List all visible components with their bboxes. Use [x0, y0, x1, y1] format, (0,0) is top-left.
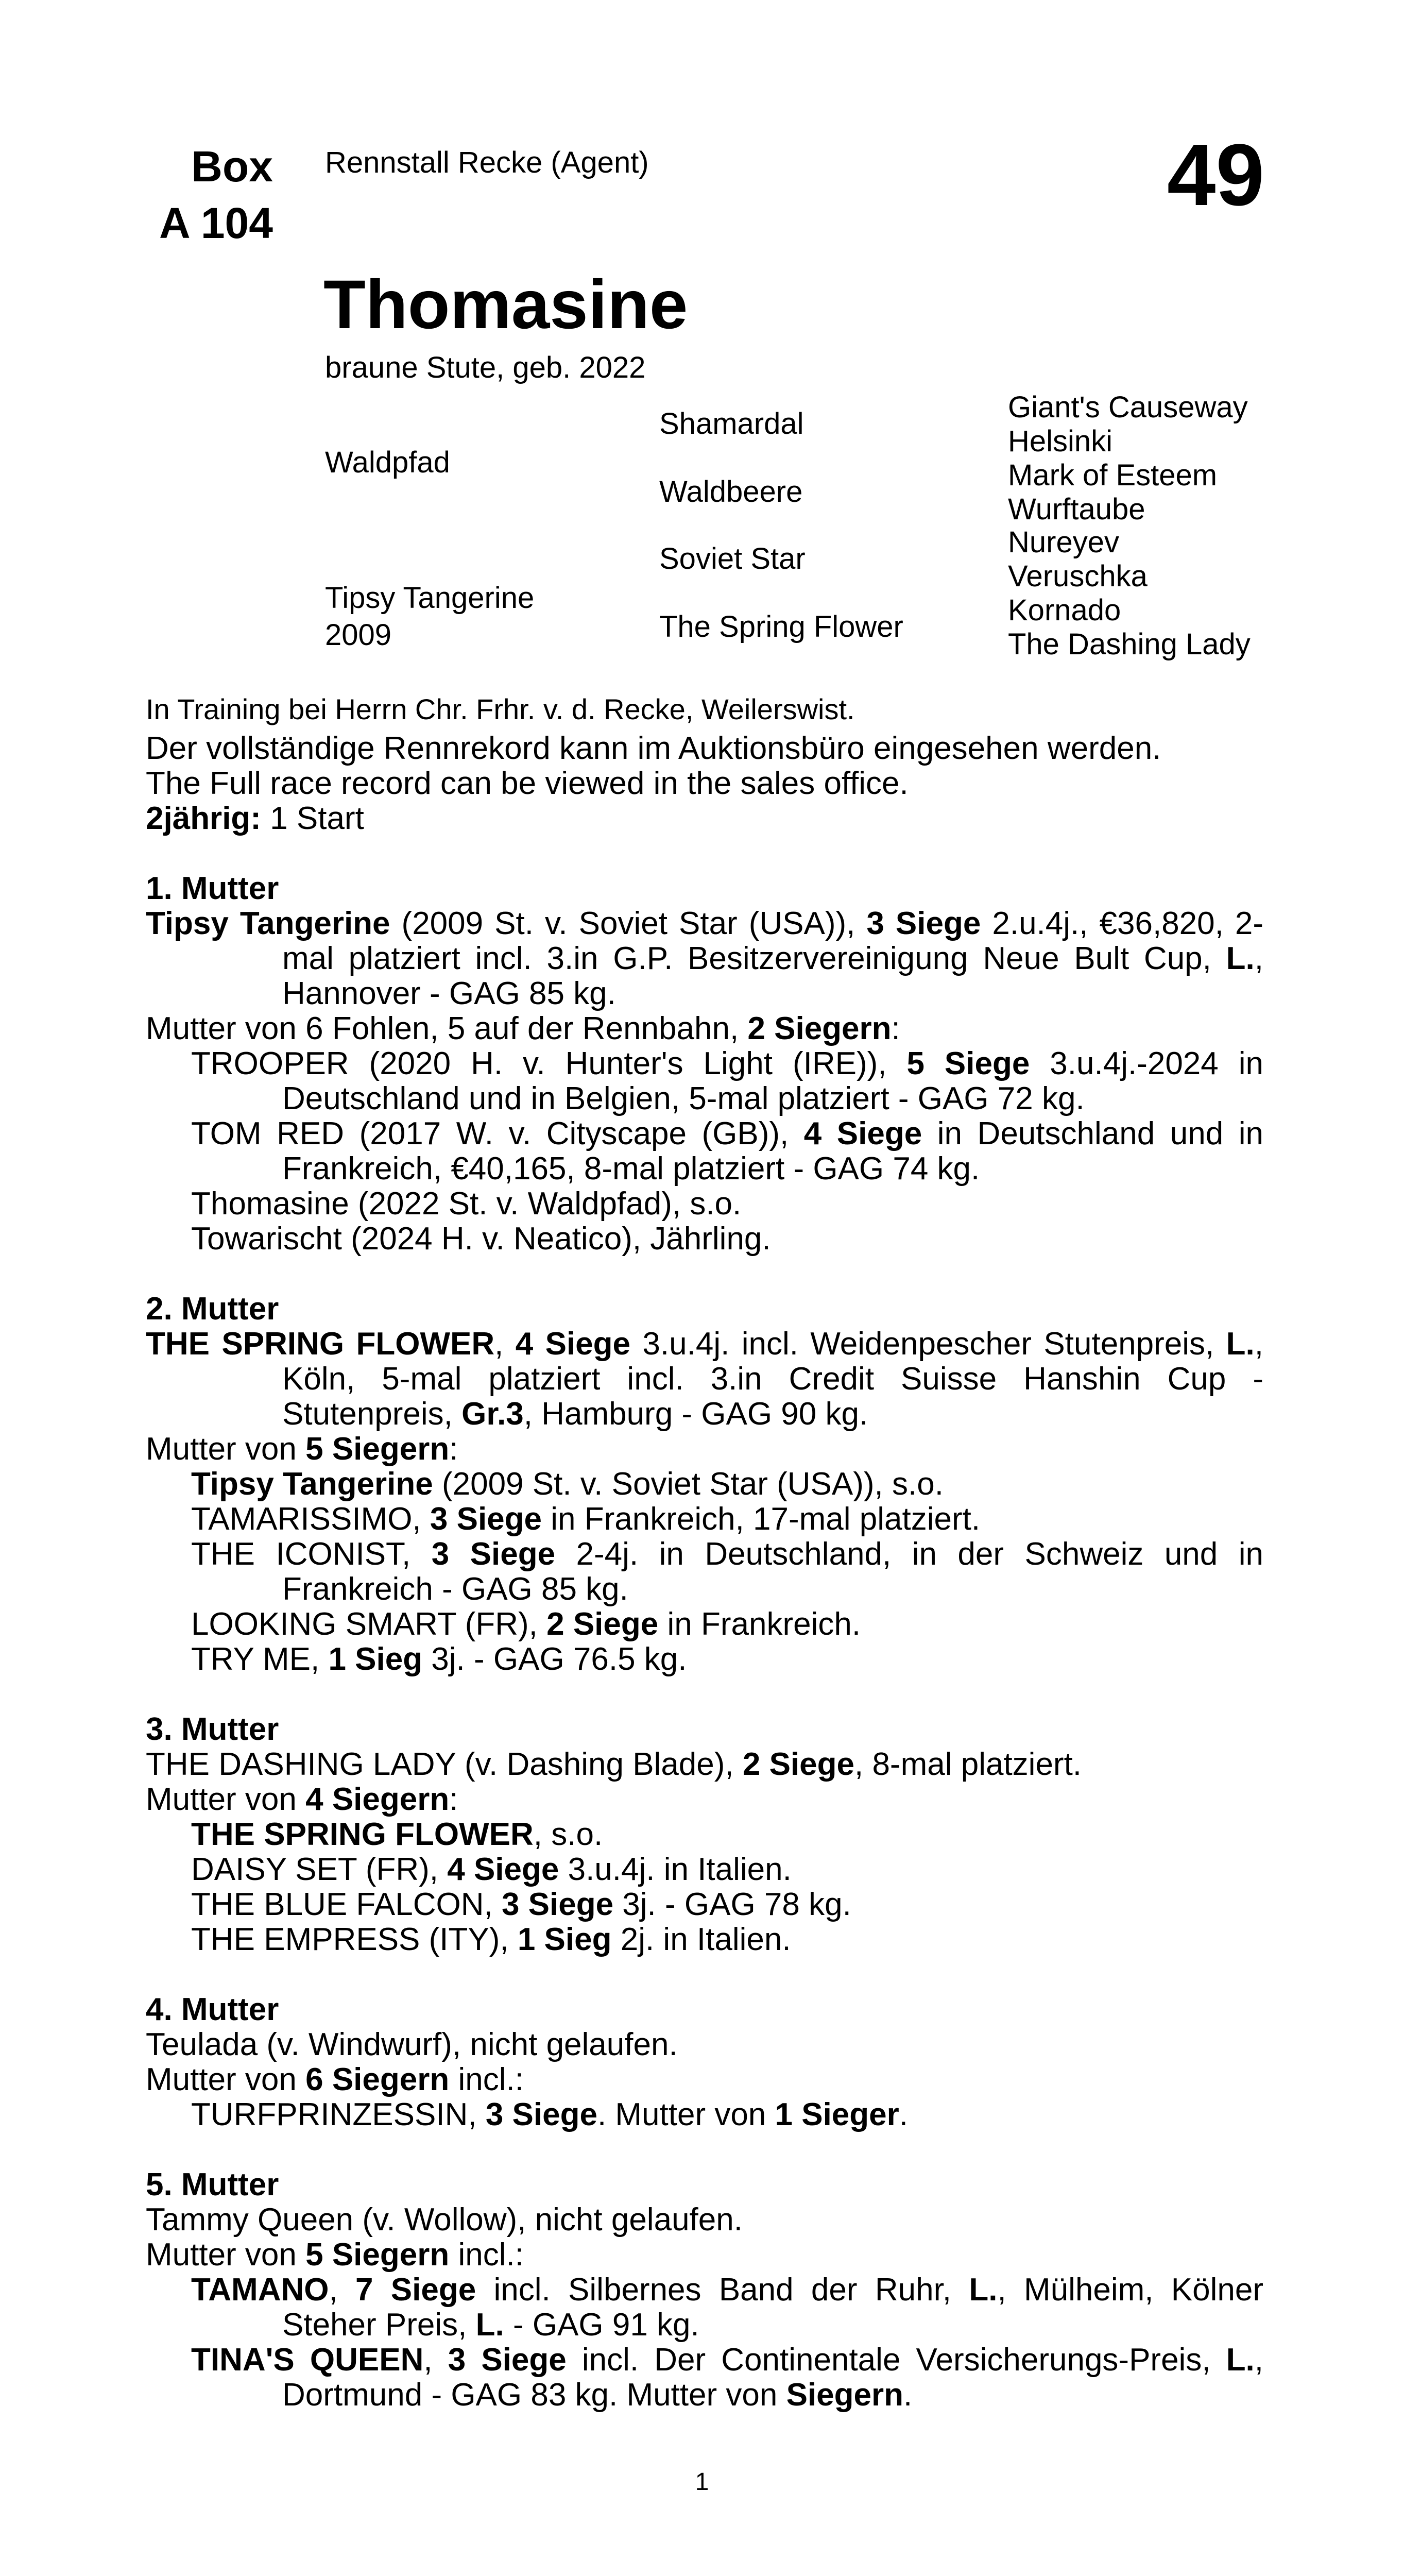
text-span: THE EMPRESS (ITY),: [191, 1922, 518, 1957]
pedigree-sire-dam: Waldbeere: [659, 475, 803, 509]
pedigree-sire: Waldpfad: [325, 446, 450, 479]
offspring-row: [146, 1852, 1263, 1887]
second-dam-record: [146, 1327, 1263, 1432]
offspring-row: Thomasine (2022 St. v. Waldpfad), s.o.: [191, 1186, 742, 1222]
text-span: 2-4j. in Deutschland, in der Schweiz und in Frankreich - GAG 85 kg.: [282, 1536, 1263, 1607]
lot-number: 49: [1167, 126, 1264, 224]
pedigree-dam-year: 2009: [325, 618, 392, 652]
offspring-row: Towarischt (2024 H. v. Neatico), Jährling.: [191, 1221, 771, 1257]
offspring-name: TINA'S QUEEN: [191, 2342, 424, 2378]
text-span: , 8-mal platziert.: [854, 1747, 1082, 1782]
offspring-row: [146, 1537, 1263, 1607]
text-span: in Frankreich.: [658, 1606, 861, 1642]
pedigree-dam-dam: The Spring Flower: [659, 610, 903, 643]
record-note-de: Der vollständige Rennrekord kann im Auktionsbüro eingesehen werden.: [146, 731, 1161, 766]
pedigree-dam-sire: Soviet Star: [659, 542, 806, 575]
consignor: Rennstall Recke (Agent): [325, 146, 649, 179]
pedigree-sds: Mark of Esteem: [1008, 459, 1218, 492]
fourth-dam-title: 4. Mutter: [146, 1992, 279, 2027]
text-span: 2j. in Italien.: [611, 1922, 791, 1957]
text-span: TOM RED (2017 W. v. Cityscape (GB)),: [191, 1116, 804, 1151]
text-span: , Hannover - GAG 85 kg.: [282, 941, 1263, 1011]
text-span: 3.u.4j.-2024 in Deutschland und in Belgien, 5-mal platziert - GAG 72 kg.: [282, 1046, 1263, 1116]
wins-count: 5 Siege: [906, 1046, 1030, 1081]
winners-count: Siegern: [786, 2377, 904, 2413]
first-dam-foals: [146, 1011, 1263, 1046]
wins-count: 3 Siege: [501, 1887, 614, 1922]
text-span: incl. Der Continentale Versicherungs-Preis,: [566, 2342, 1226, 2378]
offspring-name: TAMANO: [191, 2272, 329, 2308]
text-span: 3j. - GAG 76.5 kg.: [422, 1641, 687, 1677]
text-span: ,: [329, 2272, 355, 2308]
offspring-row: [146, 1046, 1263, 1116]
pedigree-sire-sire: Shamardal: [659, 407, 804, 440]
text-span: , Dortmund - GAG 83 kg. Mutter von: [282, 2342, 1264, 2413]
listed-mark: L.: [1226, 2342, 1255, 2378]
fifth-dam-foals: [146, 2238, 1263, 2273]
wins-count: 2 Siege: [742, 1747, 854, 1782]
pedigree-dam: Tipsy Tangerine: [325, 581, 535, 615]
text-span: , Hamburg - GAG 90 kg.: [523, 1396, 868, 1432]
two-year-text: 1 Start: [261, 801, 364, 836]
pedigree-ssd: Helsinki: [1008, 425, 1113, 458]
listed-mark: L.: [475, 2307, 504, 2343]
text-span: THE DASHING LADY (v. Dashing Blade),: [146, 1747, 743, 1782]
training-note: In Training bei Herrn Chr. Frhr. v. d. Recke, Weilerswist.: [146, 693, 855, 725]
winners-count: 2 Siegern: [747, 1011, 892, 1046]
horse-description: braune Stute, geb. 2022: [325, 351, 646, 384]
offspring-row: [146, 1467, 1263, 1502]
two-year-label: 2jährig:: [146, 801, 261, 836]
winners-count: 4 Siegern: [305, 1782, 450, 1817]
text-span: Mutter von: [146, 1431, 306, 1467]
fourth-dam-record: Teulada (v. Windwurf), nicht gelaufen.: [146, 2027, 678, 2062]
winners-count: 5 Siegern: [305, 1431, 450, 1467]
pedigree-sss: Giant's Causeway: [1008, 391, 1248, 424]
text-span: :: [891, 1011, 900, 1046]
text-span: Mutter von: [146, 1782, 306, 1817]
winners-count: 6 Siegern: [305, 2062, 450, 2097]
wins-count: 3 Siege: [448, 2342, 567, 2378]
text-span: TURFPRINZESSIN,: [191, 2097, 486, 2132]
first-dam-name: Tipsy Tangerine: [146, 906, 390, 941]
text-span: , Köln, 5-mal platziert incl. 3.in Credit Suisse Hanshin Cup - Stutenpreis,: [282, 1326, 1264, 1432]
offspring-row: [146, 1817, 1263, 1852]
text-span: , s.o.: [533, 1817, 603, 1852]
third-dam-title: 3. Mutter: [146, 1711, 279, 1747]
offspring-row: [146, 2273, 1263, 2343]
fourth-dam-foals: [146, 2062, 1263, 2097]
second-dam-foals: [146, 1432, 1263, 1467]
offspring-row: [146, 1607, 1263, 1642]
text-span: .: [899, 2097, 908, 2132]
text-span: , Mülheim, Kölner Steher Preis,: [282, 2272, 1263, 2343]
wins-count: 1 Sieg: [517, 1922, 612, 1957]
page-number: 1: [695, 2468, 709, 2496]
box-location: [103, 138, 273, 251]
offspring-name: Tipsy Tangerine: [191, 1466, 433, 1502]
first-dam-title: 1. Mutter: [146, 871, 279, 906]
third-dam-record: [146, 1747, 1263, 1782]
text-span: TAMARISSIMO,: [191, 1501, 430, 1537]
first-dam-record: [146, 906, 1263, 1011]
text-span: DAISY SET (FR),: [191, 1852, 448, 1887]
winners-count: 1 Sieger: [775, 2097, 899, 2132]
pedigree-dss: Nureyev: [1008, 526, 1119, 559]
wins-count: 2 Siege: [546, 1606, 659, 1642]
text-span: . Mutter von: [597, 2097, 775, 2132]
horse-name: Thomasine: [323, 266, 688, 343]
pedigree-dsd: Veruschka: [1008, 560, 1148, 593]
text-span: 3.u.4j. incl. Weidenpescher Stutenpreis,: [630, 1326, 1226, 1362]
box-number: A 104: [159, 199, 273, 247]
text-span: THE BLUE FALCON,: [191, 1887, 502, 1922]
listed-mark: L.: [969, 2272, 998, 2308]
text-span: - GAG 91 kg.: [504, 2307, 699, 2343]
text-span: incl.:: [449, 2062, 524, 2097]
record-note-en: The Full race record can be viewed in the sales office.: [146, 766, 909, 801]
text-span: (2009 St. v. Soviet Star (USA)), s.o.: [433, 1466, 944, 1502]
offspring-row: [146, 2097, 1263, 2132]
wins-count: 1 Sieg: [328, 1641, 423, 1677]
second-dam-name: THE SPRING FLOWER: [146, 1326, 495, 1362]
text-span: Mutter von: [146, 2237, 306, 2273]
wins-count: 3 Siege: [485, 2097, 597, 2132]
text-span: in Frankreich, 17-mal platziert.: [542, 1501, 981, 1537]
wins-count: 3 Siege: [431, 1536, 556, 1572]
offspring-row: [146, 1642, 1263, 1677]
winners-count: 5 Siegern: [305, 2237, 450, 2273]
text-span: 3.u.4j. in Italien.: [559, 1852, 792, 1887]
offspring-row: [146, 1116, 1263, 1187]
text-span: 3j. - GAG 78 kg.: [613, 1887, 851, 1922]
pedigree-dds: Kornado: [1008, 594, 1121, 627]
pedigree-sdd: Wurftaube: [1008, 493, 1145, 526]
text-span: :: [449, 1431, 458, 1467]
box-label: Box: [191, 142, 273, 191]
text-span: ,: [494, 1326, 516, 1362]
two-year-record: [146, 801, 1263, 836]
text-span: ,: [423, 2342, 448, 2378]
text-span: (2009 St. v. Soviet Star (USA)),: [390, 906, 867, 941]
wins-count: 4 Siege: [447, 1852, 559, 1887]
text-span: Mutter von: [146, 2062, 306, 2097]
wins-count: 3 Siege: [430, 1501, 542, 1537]
wins-count: 7 Siege: [355, 2272, 476, 2308]
text-span: 2.u.4j., €36,820, 2-mal platziert incl. 3.in G.P. Besitzervereinigung Neue Bult Cup,: [282, 906, 1264, 976]
pedigree-ddd: The Dashing Lady: [1008, 628, 1251, 661]
text-span: THE ICONIST,: [191, 1536, 432, 1572]
third-dam-foals: [146, 1782, 1263, 1817]
text-span: TRY ME,: [191, 1641, 329, 1677]
offspring-row: [146, 1922, 1263, 1957]
text-span: in Deutschland und in Frankreich, €40,165, 8-mal platziert - GAG 74 kg.: [282, 1116, 1263, 1187]
text-span: incl. Silbernes Band der Ruhr,: [476, 2272, 969, 2308]
fifth-dam-title: 5. Mutter: [146, 2167, 279, 2202]
wins-count: 3 Siege: [866, 906, 981, 941]
listed-mark: L.: [1226, 1326, 1255, 1362]
text-span: LOOKING SMART (FR),: [191, 1606, 547, 1642]
offspring-name: THE SPRING FLOWER: [191, 1817, 534, 1852]
second-dam-title: 2. Mutter: [146, 1291, 279, 1327]
wins-count: 4 Siege: [515, 1326, 631, 1362]
text-span: TROOPER (2020 H. v. Hunter's Light (IRE)),: [191, 1046, 907, 1081]
text-span: incl.:: [449, 2237, 524, 2273]
text-span: .: [903, 2377, 913, 2413]
text-span: :: [449, 1782, 458, 1817]
offspring-row: [146, 1887, 1263, 1922]
fifth-dam-record: Tammy Queen (v. Wollow), nicht gelaufen.: [146, 2202, 743, 2238]
text-span: Mutter von 6 Fohlen, 5 auf der Rennbahn,: [146, 1011, 748, 1046]
offspring-row: [146, 1502, 1263, 1537]
offspring-row: [146, 2343, 1263, 2413]
listed-mark: L.: [1226, 941, 1255, 976]
catalogue-body: [146, 693, 1263, 2413]
group-mark: Gr.3: [461, 1396, 524, 1432]
wins-count: 4 Siege: [803, 1116, 922, 1151]
